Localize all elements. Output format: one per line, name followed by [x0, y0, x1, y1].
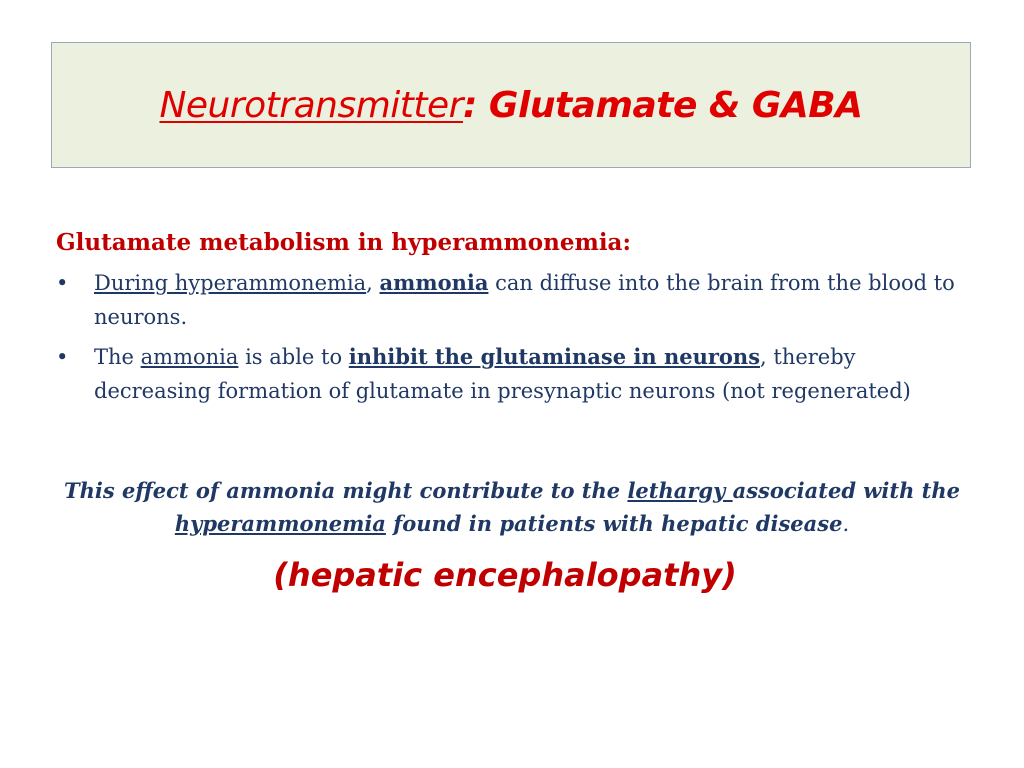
bullet2-b: ammonia: [140, 345, 239, 369]
note-f: .: [842, 512, 850, 536]
bullet-item-1: [56, 266, 956, 334]
bullet-dot-icon: •: [56, 271, 69, 295]
title-part1: Neurotransmitter: [159, 84, 463, 126]
bullet1-c: ammonia: [379, 270, 489, 295]
slide-title: [159, 85, 862, 126]
note-e: found in patients with hepatic disease: [385, 511, 843, 536]
note-a: This effect of ammonia might contribute to the: [64, 478, 628, 503]
title-sep: :: [462, 84, 477, 126]
bullet-list: [56, 266, 956, 408]
bullet2-c: is able to: [238, 345, 349, 369]
note-d: hyperammonemia: [174, 511, 386, 536]
bullet2-e: , thereby decreasing formation of glutamate in presynaptic neurons (not regenerated): [94, 345, 911, 403]
conclusion-text: (hepatic encephalopathy): [273, 556, 737, 594]
bullet2-d: inhibit the glutaminase in neurons: [348, 344, 761, 369]
bullet-dot-icon: •: [56, 345, 69, 369]
bullet1-d: can diffuse into the brain from the blood to neurons.: [94, 271, 955, 329]
title-box: [51, 42, 971, 168]
note-paragraph: [56, 474, 968, 541]
note-c: associated with the: [732, 478, 960, 503]
note-b: lethargy: [627, 478, 733, 503]
bullet-item-2: [56, 340, 956, 408]
title-part2: Glutamate & GABA: [476, 84, 863, 126]
section-heading: Glutamate metabolism in hyperammonemia:: [56, 229, 631, 256]
bullet1-b: ,: [366, 271, 380, 295]
bullet2-a: The: [94, 345, 141, 369]
bullet1-a: During hyperammonemia: [94, 271, 367, 295]
slide-content: [56, 226, 956, 414]
